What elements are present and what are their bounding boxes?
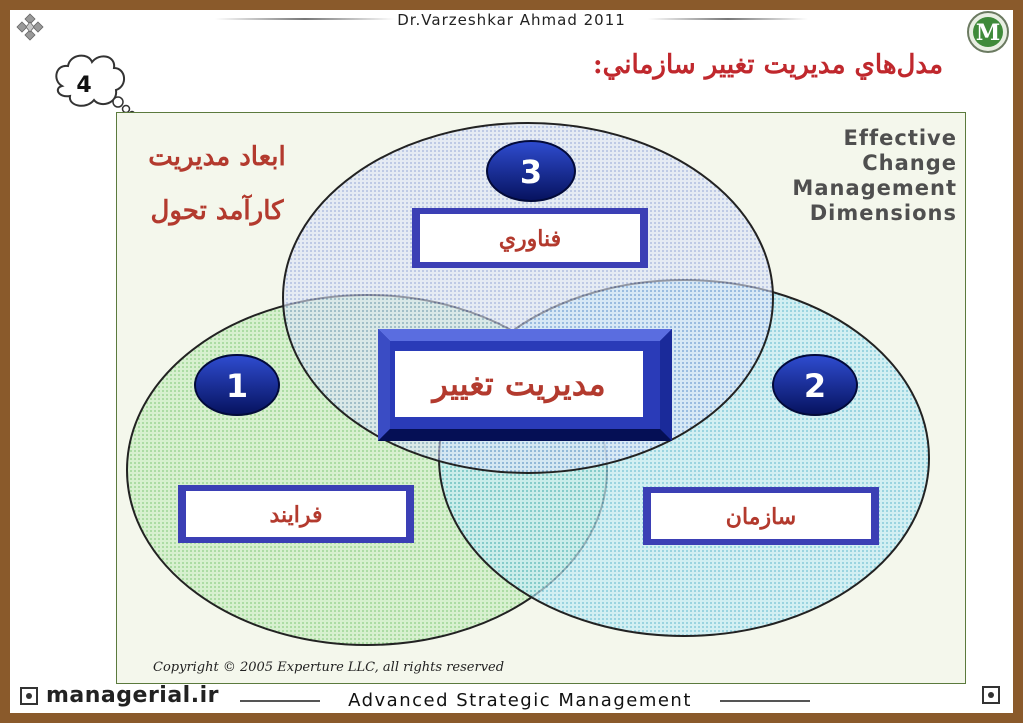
- label-box-organization: [643, 487, 879, 545]
- svg-text:M: M: [975, 20, 1001, 46]
- badge-2: [773, 355, 857, 415]
- english-heading-line1: Effective: [843, 126, 957, 150]
- header-title: Dr.Varzeshkar Ahmad 2011: [397, 11, 626, 29]
- m-logo-icon: [966, 10, 1010, 54]
- university-logo-icon: [14, 12, 46, 44]
- course-title: Advanced Strategic Management: [348, 690, 692, 711]
- slide-title: مدل‌هاي مديريت تغيير سازماني:: [593, 50, 943, 80]
- bullet-icon: [20, 687, 38, 705]
- badge-2-number: 2: [803, 367, 827, 405]
- slide-number: 4: [76, 73, 92, 98]
- badge-1: [195, 355, 279, 415]
- bullet-icon: [982, 686, 1000, 704]
- persian-heading-line2: كارآمد تحول: [150, 196, 284, 226]
- slide-number-badge: [50, 50, 124, 114]
- persian-heading-line1: ابعاد مديريت: [148, 142, 286, 172]
- center-box: [378, 329, 672, 441]
- label-box-process: [178, 485, 414, 543]
- badge-3: [487, 141, 575, 201]
- footer-bullet-right: [982, 686, 1000, 704]
- badge-3-number: 3: [519, 153, 543, 191]
- english-heading-line4: Dimensions: [809, 201, 957, 225]
- english-heading-line2: Change: [862, 151, 957, 175]
- label-box-technology: [412, 208, 648, 268]
- footer-brand: [20, 683, 219, 708]
- venn-diagram: [116, 112, 966, 684]
- copyright-notice: Copyright © 2005 Experture LLC, all rights reserved: [153, 660, 505, 675]
- center-label: مديريت تغيير: [432, 365, 606, 403]
- label-organization: سازمان: [725, 504, 797, 530]
- badge-1-number: 1: [225, 367, 249, 405]
- brand-name: managerial.ir: [46, 683, 219, 708]
- label-process: فرايند: [269, 502, 323, 528]
- english-heading-line3: Management: [792, 176, 957, 200]
- label-technology: فناوري: [498, 226, 562, 252]
